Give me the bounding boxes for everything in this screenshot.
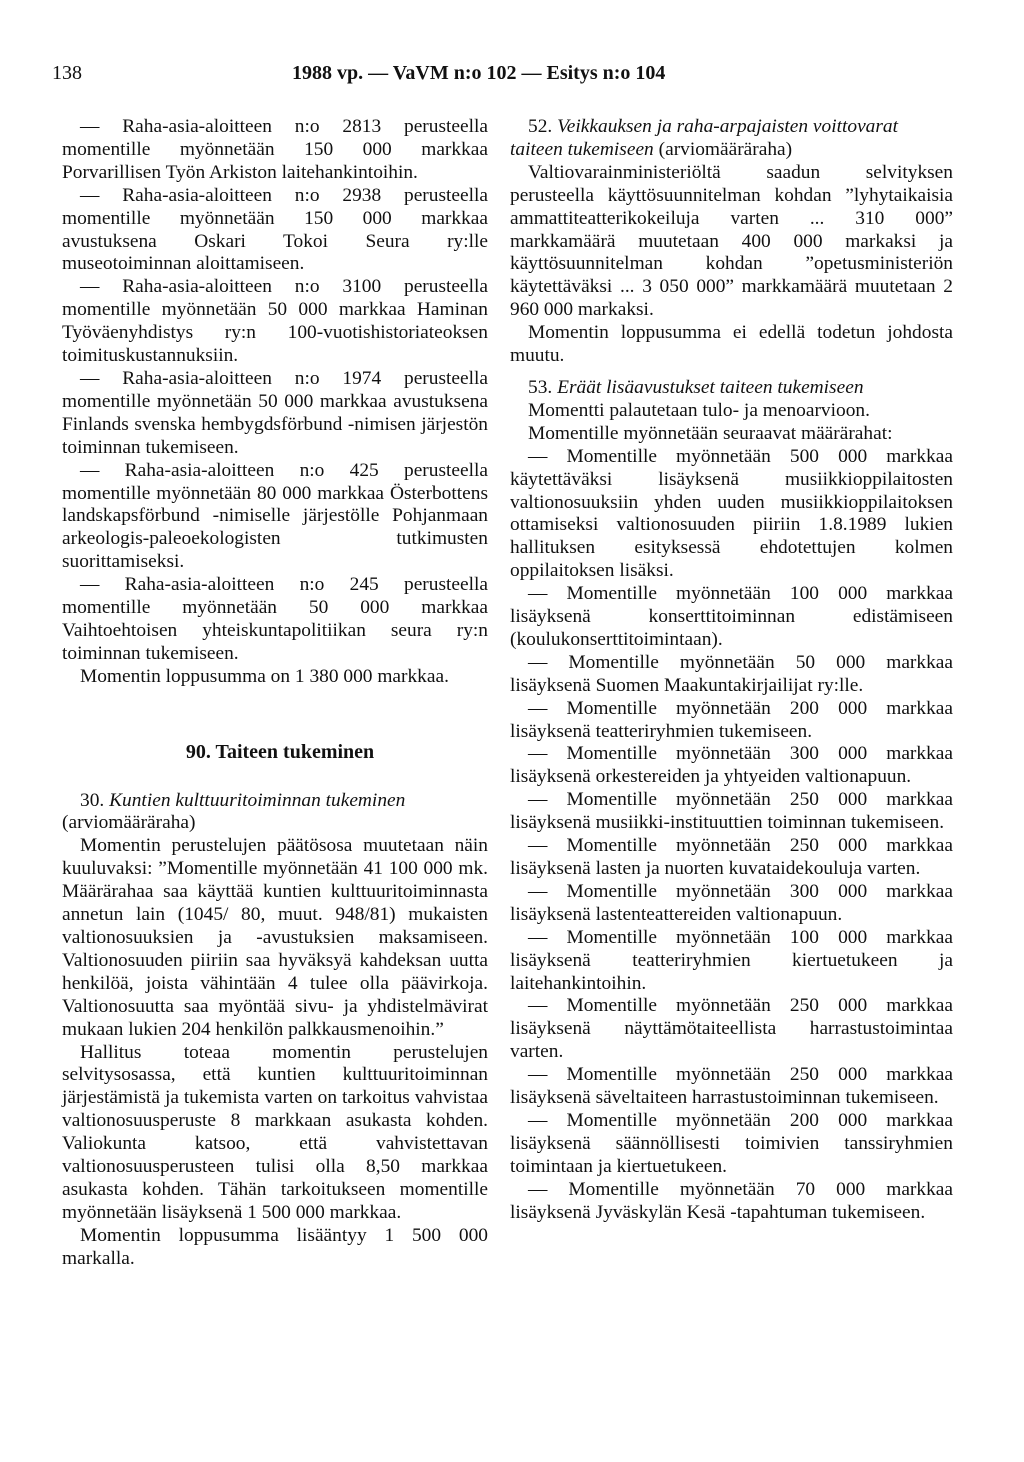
item-heading-30 [62, 790, 488, 813]
paragraph: Valtiovarainministeriöltä saadun selvityksen perusteella käyttösuunnitelman kohdan ”lyhytaikaisia ammattiteatterikokeiluja varten ... 310 000” markkamäärä muutetaan 400 000 markaksi ja käyttösuunnitelman kohdan ”opetusministeriön käytettäväksi ... 3 050 000” markkamäärä muutetaan 2 960 000 markaksi. [510, 161, 953, 321]
list-item: — Momentille myönnetään 100 000 markkaa lisäyksenä konserttitoiminnan edistämiseen (koulukonserttitoimintaan). [510, 583, 953, 650]
list-item: — Momentille myönnetään 250 000 markkaa lisäyksenä näyttämötaiteellista harrastustoimintaa varten. [510, 995, 953, 1063]
paragraph: — Raha-asia-aloitteen n:o 2813 perusteella momentille myönnetään 150 000 markkaa Porvarillisen Työn Arkiston laitehankintoihin. [62, 116, 488, 183]
paragraph: — Raha-asia-aloitteen n:o 2938 perusteella momentille myönnetään 150 000 markkaa avustuksena Oskari Tokoi Seura ry:lle museotoiminnan aloittamiseen. [62, 184, 488, 275]
item-title: Eräät lisäavustukset taiteen tukemiseen [557, 376, 864, 398]
item-note: (arviomääräraha) [62, 812, 196, 834]
item-note: (arviomääräraha) [658, 138, 793, 160]
paragraph: Momentin loppusumma on 1 380 000 markkaa. [80, 665, 449, 687]
item-title: Veikkauksen ja raha-arpajaisten voittovarat taiteen tukemiseen [510, 116, 898, 160]
paragraph: — Raha-asia-aloitteen n:o 425 perusteella momentille myönnetään 80 000 markkaa Österbottens landskapsförbund -nimiselle järjestölle Pohjanmaan arkeologis-paleoekologisten tutkimusten suorittamiseksi. [62, 459, 488, 573]
list-item: — Momentille myönnetään 200 000 markkaa lisäyksenä teatteriryhmien tukemiseen. [510, 697, 953, 742]
item-number: 52. [528, 116, 553, 137]
page-number: 138 [52, 62, 82, 84]
list-item: — Momentille myönnetään 200 000 markkaa lisäyksenä säännöllisesti toimivien tanssiryhmien toimintaan ja kiertuetukeen. [510, 1109, 953, 1177]
list-item: — Momentille myönnetään 500 000 markkaa käytettäväksi lisäyksenä musiikkioppilaitosten valtionosuuksiin yhden uuden musiikkioppilaitoksen ottamiseksi valtionosuuden piiriin 1.8.1989 lukien hallituksen esityksessä ehdotettujen kolmen oppilaitoksen lisäksi. [510, 445, 953, 582]
list-item: — Momentille myönnetään 300 000 markkaa lisäyksenä lastenteattereiden valtionapuun. [510, 880, 953, 925]
item-title: Kuntien kulttuuritoiminnan tukeminen [109, 789, 406, 811]
item-number: 30. [80, 789, 105, 811]
left-column [62, 116, 488, 1271]
item-heading-52 [510, 116, 953, 162]
paragraph: Momentti palautetaan tulo- ja menoarvioon. [528, 399, 870, 421]
paragraph: — Raha-asia-aloitteen n:o 245 perusteella momentille myönnetään 50 000 markkaa Vaihtoehtoisen yhteiskuntapolitiikan seura ry:n toiminnan tukemiseen. [62, 574, 488, 664]
list-item: — Momentille myönnetään 250 000 markkaa lisäyksenä säveltaiteen harrastustoiminnan tukemiseen. [510, 1064, 953, 1109]
paragraph: Momentin loppusumma lisääntyy 1 500 000 markalla. [62, 1224, 488, 1269]
list-item: — Momentille myönnetään 300 000 markkaa lisäyksenä orkestereiden ja yhtyeiden valtionapuun. [510, 743, 953, 788]
paragraph: — Raha-asia-aloitteen n:o 1974 perusteella momentille myönnetään 50 000 markkaa avustuksena Finlands svenska hembygdsförbund -nimisen järjestön toiminnan tukemiseen. [62, 367, 488, 458]
running-header: 1988 vp. — VaVM n:o 102 — Esitys n:o 104 [292, 62, 666, 84]
paragraph: Momentin loppusumma ei edellä todetun johdosta muutu. [510, 322, 953, 367]
list-item: — Momentille myönnetään 100 000 markkaa lisäyksenä teatteriryhmien kiertuetukeen ja laitehankintoihin. [510, 926, 953, 994]
item-heading-53 [510, 377, 953, 400]
right-column [510, 116, 953, 1225]
paragraph: Momentille myönnetään seuraavat määrärahat: [528, 422, 893, 444]
list-item: — Momentille myönnetään 250 000 markkaa lisäyksenä lasten ja nuorten kuvataidekouluja varten. [510, 835, 953, 879]
list-item: — Momentille myönnetään 70 000 markkaa lisäyksenä Jyväskylän Kesä -tapahtuman tukemiseen. [510, 1178, 953, 1223]
list-item: — Momentille myönnetään 50 000 markkaa lisäyksenä Suomen Maakuntakirjailijat ry:lle. [510, 651, 953, 696]
paragraph: Hallitus toteaa momentin perustelujen selvitysosassa, että kuntien kulttuuritoiminnan järjestämistä ja tukemista varten on tarkoitus vahvistaa valtionosuusperuste 8 markkaan asukasta kohden. Valiokunta katsoo, että vahvistettavan valtionosuusperusteen tulisi olla 8,50 markkaa asukasta kohden. Tähän tarkoitukseen momentille myönnetään lisäyksenä 1 500 000 markkaa. [62, 1041, 488, 1223]
item-number: 53. [528, 376, 553, 398]
paragraph: Momentin perustelujen päätösosa muutetaan näin kuuluvaksi: ”Momentille myönnetään 41 100 000 mk. Määrärahaa saa käyttää kuntien kulttuuritoiminnasta annetun lain (1045/ 80, muut. 948/81) mukaisten valtionosuuksien ja -avustuksien maksamiseen. Valtionosuuden piiriin saa hyväksyä kahdeksan uutta henkilöä, joista vähintään 4 tulee olla päävirkoja. Valtionosuutta saa myöntää sivu- ja yhdistelmävirat mukaan lukien 204 henkilön palkkausmenoihin.” [62, 835, 488, 1040]
section-heading: 90. Taiteen tukeminen [185, 740, 375, 763]
list-item: — Momentille myönnetään 250 000 markkaa lisäyksenä musiikki-instituuttien toiminnan tukemiseen. [510, 789, 953, 834]
paragraph: — Raha-asia-aloitteen n:o 3100 perusteella momentille myönnetään 50 000 markkaa Haminan Työväenyhdistys ry:n 100-vuotishistoriateoksen toimituskustannuksiin. [62, 276, 488, 367]
